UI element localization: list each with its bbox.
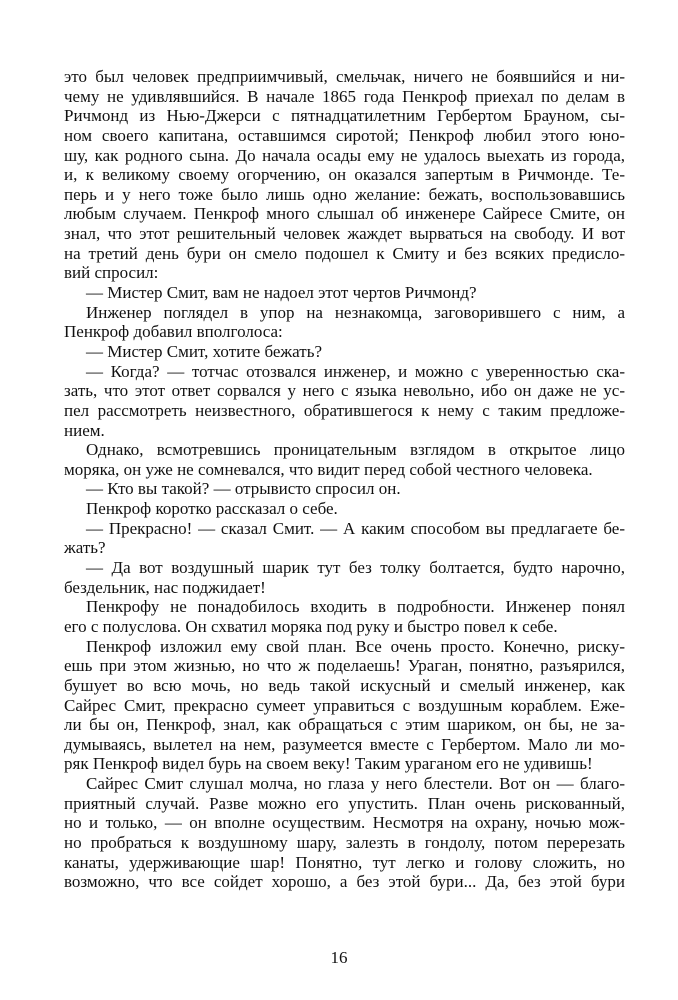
text-line: вий спросил: — [64, 263, 159, 283]
text-line: любым случаем. Пенкроф много слышал об инженере Сайресе Смите, он — [64, 204, 625, 224]
text-line: жать? — [64, 538, 106, 558]
text-line: — Когда? — тотчас отозвался инженер, и можно с уверенностью ска- — [86, 361, 625, 381]
text-line: думываясь, вылетел на нем, разумеется вместе с Гербертом. Мало ли мо- — [64, 734, 625, 754]
text-line: ряк Пенкроф видел бурь на своем веку! Таким ураганом его не удивишь! — [64, 754, 593, 774]
text-line: это был человек предприимчивый, смельчак, ничего не боявшийся и ни- — [64, 67, 625, 86]
text-line: но пробраться к воздушному шару, залезть в гондолу, потом перерезать — [64, 832, 625, 852]
text-line: Сайрес Смит, прекрасно сумеет управиться с воздушным кораблем. Еже- — [64, 695, 625, 715]
text-line: зать, что этот ответ сорвался у него с языка невольно, ибо он даже не ус- — [64, 381, 625, 401]
page-number: 16 — [330, 948, 348, 967]
text-line: знал, что этот решительный человек жаждет вырваться на свободу. И вот — [64, 224, 625, 244]
text-line: Пенкроф изложил ему свой план. Все очень просто. Конечно, риску- — [86, 636, 625, 656]
text-line: Ричмонд из Нью-Джерси с пятнадцатилетним Гербертом Брауном, сы- — [64, 106, 625, 126]
text-line: Пенкрофу не понадобилось входить в подробности. Инженер понял — [86, 597, 625, 617]
text-line: — Мистер Смит, вам не надоел этот чертов Ричмонд? — [86, 283, 477, 303]
text-line: чему не удивлявшийся. В начале 1865 года Пенкроф приехал по делам в — [64, 86, 625, 106]
text-line: пел рассмотреть неизвестного, обратившегося к нему с таким предложе- — [64, 400, 625, 420]
text-line: и, к великому своему огорчению, он оказался запертым в Ричмонде. Те- — [64, 165, 625, 185]
text-line: бушует во всю мочь, но ведь такой искусный и смелый инженер, как — [64, 675, 625, 695]
text-line: канаты, удерживающие шар! Понятно, тут легко и голову сложить, но — [64, 852, 625, 872]
text-line: его с полуслова. Он схватил моряка под руку и быстро повел к себе. — [64, 616, 558, 636]
text-line: бездельник, нас поджидает! — [64, 577, 266, 597]
text-line: на третий день бури он смело подошел к Смиту и без всяких предисло- — [64, 243, 625, 263]
text-line: — Прекрасно! — сказал Смит. — А каким способом вы предлагаете бе- — [86, 518, 625, 538]
text-line: шу, как родного сына. До начала осады ему не удалось выехать из города, — [64, 145, 625, 165]
text-line: возможно, что все сойдет хорошо, а без этой бури... Да, без этой бури — [64, 872, 625, 892]
text-line: но и только, — он вполне осуществим. Несмотря на охрану, ночью мож- — [64, 813, 625, 833]
text-line: моряка, он уже не сомневался, что видит перед собой честного человека. — [64, 459, 593, 479]
text-line: ешь при этом жизнью, но что ж поделаешь! Ураган, понятно, разъярился, — [64, 656, 625, 676]
text-line: — Да вот воздушный шарик тут без толку болтается, будто нарочно, — [86, 558, 625, 578]
text-line: Инженер поглядел в упор на незнакомца, заговорившего с ним, а — [86, 302, 625, 322]
text-line: Пенкроф коротко рассказал о себе. — [86, 499, 338, 519]
text-line: Пенкроф добавил вполголоса: — [64, 322, 283, 342]
text-line: нием. — [64, 420, 105, 440]
text-line: Однако, всмотревшись проницательным взглядом в открытое лицо — [86, 440, 625, 460]
text-line: ли бы он, Пенкроф, знал, как обращаться с этим шариком, он бы, не за- — [64, 715, 625, 735]
text-line: приятный случай. Разве можно его упустить. План очень рискованный, — [64, 793, 625, 813]
text-line: — Мистер Смит, хотите бежать? — [86, 341, 323, 361]
body-text — [64, 67, 625, 892]
text-line: — Кто вы такой? — отрывисто спросил он. — [86, 479, 401, 499]
text-line: Сайрес Смит слушал молча, но глаза у него блестели. Вот он — благо- — [86, 774, 625, 794]
text-line: перь и у него тоже было лишь одно желание: бежать, воспользовавшись — [64, 184, 625, 204]
text-line: ном своего капитана, оставшимся сиротой; Пенкроф любил этого юно- — [64, 125, 625, 145]
